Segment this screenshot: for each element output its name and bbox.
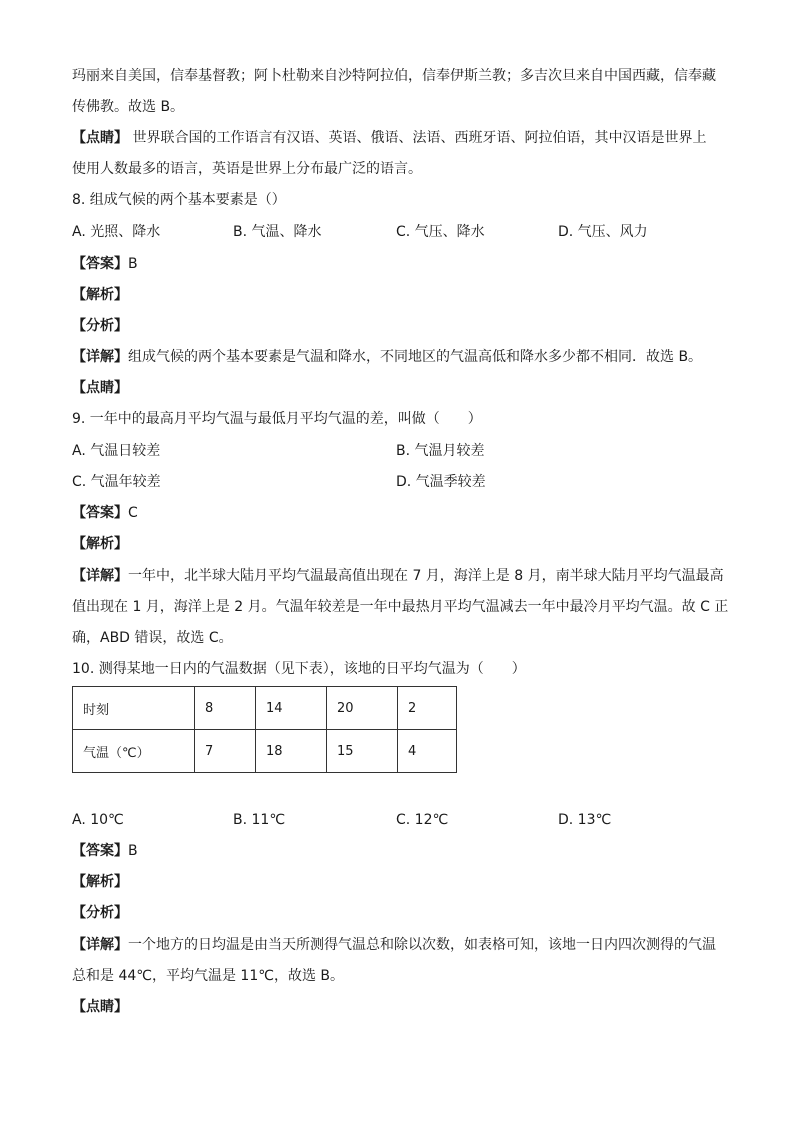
detail-text: 一个地方的日均温是由当天所测得气温总和除以次数，如表格可知，该地一日内四次测得的气温	[128, 937, 716, 953]
table-cell: 4	[398, 730, 457, 773]
table-row	[73, 687, 457, 730]
q10-detail-1	[72, 935, 716, 955]
q8-option-a: A. 光照、降水	[72, 224, 161, 240]
q10-dianjing-label: 【点睛】	[72, 999, 128, 1015]
q9-option-a: A. 气温日较差	[72, 443, 161, 459]
q9-option-c: C. 气温年较差	[72, 474, 161, 490]
detail-label: 【详解】	[72, 937, 128, 953]
table-cell: 14	[256, 687, 327, 730]
q8-analysis-label: 【解析】	[72, 287, 128, 303]
answer-value: C	[128, 505, 138, 521]
q9-option-b: B. 气温月较差	[396, 443, 485, 459]
table-cell: 时刻	[73, 687, 195, 730]
note-text-2: 使用人数最多的语言，英语是世界上分布最广泛的语言。	[72, 161, 422, 177]
note-text-1: 世界联合国的工作语言有汉语、英语、俄语、法语、西班牙语、阿拉伯语，其中汉语是世界上	[128, 130, 707, 146]
intro-line-1: 玛丽来自美国，信奉基督教；阿卜杜勒来自沙特阿拉伯，信奉伊斯兰教；多吉次旦来自中国西藏，信奉藏	[72, 68, 716, 84]
table-cell: 20	[327, 687, 398, 730]
q9-stem: 9. 一年中的最高月平均气温与最低月平均气温的差，叫做（ ）	[72, 411, 482, 427]
table-cell: 2	[398, 687, 457, 730]
note-q7	[72, 128, 706, 148]
answer-label: 【答案】	[72, 843, 128, 859]
intro-line-2: 传佛教。故选 B。	[72, 99, 185, 115]
table-cell: 7	[195, 730, 256, 773]
answer-label: 【答案】	[72, 256, 128, 272]
q9-analysis-label: 【解析】	[72, 536, 128, 552]
q10-option-a: A. 10℃	[72, 812, 124, 828]
q9-option-d: D. 气温季较差	[396, 474, 486, 490]
answer-label: 【答案】	[72, 505, 128, 521]
table-cell: 15	[327, 730, 398, 773]
answer-value: B	[128, 256, 138, 272]
q8-fenxi-label: 【分析】	[72, 318, 128, 334]
q8-option-c: C. 气压、降水	[396, 224, 485, 240]
detail-text: 组成气候的两个基本要素是气温和降水，不同地区的气温高低和降水多少都不相同．故选 B。	[128, 349, 703, 365]
q9-detail-3: 确，ABD 错误，故选 C。	[72, 630, 233, 646]
q8-option-b: B. 气温、降水	[233, 224, 322, 240]
q8-detail	[72, 347, 702, 367]
dianjing-label: 【点睛】	[72, 130, 128, 146]
table-cell: 8	[195, 687, 256, 730]
q8-dianjing-label: 【点睛】	[72, 380, 128, 396]
q8-stem: 8. 组成气候的两个基本要素是（）	[72, 192, 286, 208]
q10-stem: 10. 测得某地一日内的气温数据（见下表），该地的日平均气温为（ ）	[72, 661, 526, 677]
answer-value: B	[128, 843, 138, 859]
q10-answer	[72, 841, 138, 861]
q10-option-b: B. 11℃	[233, 812, 286, 828]
q10-option-c: C. 12℃	[396, 812, 449, 828]
q10-option-d: D. 13℃	[558, 812, 612, 828]
q9-detail-1	[72, 566, 724, 586]
table-row	[73, 730, 457, 773]
q9-answer	[72, 503, 138, 523]
detail-label: 【详解】	[72, 349, 128, 365]
q10-fenxi-label: 【分析】	[72, 905, 128, 921]
table-cell: 气温（℃）	[73, 730, 195, 773]
q9-detail-2: 值出现在 1 月，海洋上是 2 月。气温年较差是一年中最热月平均气温减去一年中最冷月平均气温。故 C 正	[72, 599, 729, 615]
detail-label: 【详解】	[72, 568, 128, 584]
temperature-table	[72, 686, 457, 773]
q10-analysis-label: 【解析】	[72, 874, 128, 890]
q8-option-d: D. 气压、风力	[558, 224, 648, 240]
q10-detail-2: 总和是 44℃，平均气温是 11℃，故选 B。	[72, 968, 345, 984]
detail-text: 一年中，北半球大陆月平均气温最高值出现在 7 月，海洋上是 8 月，南半球大陆月平均气温最高	[128, 568, 724, 584]
table-cell: 18	[256, 730, 327, 773]
q8-answer	[72, 254, 138, 274]
